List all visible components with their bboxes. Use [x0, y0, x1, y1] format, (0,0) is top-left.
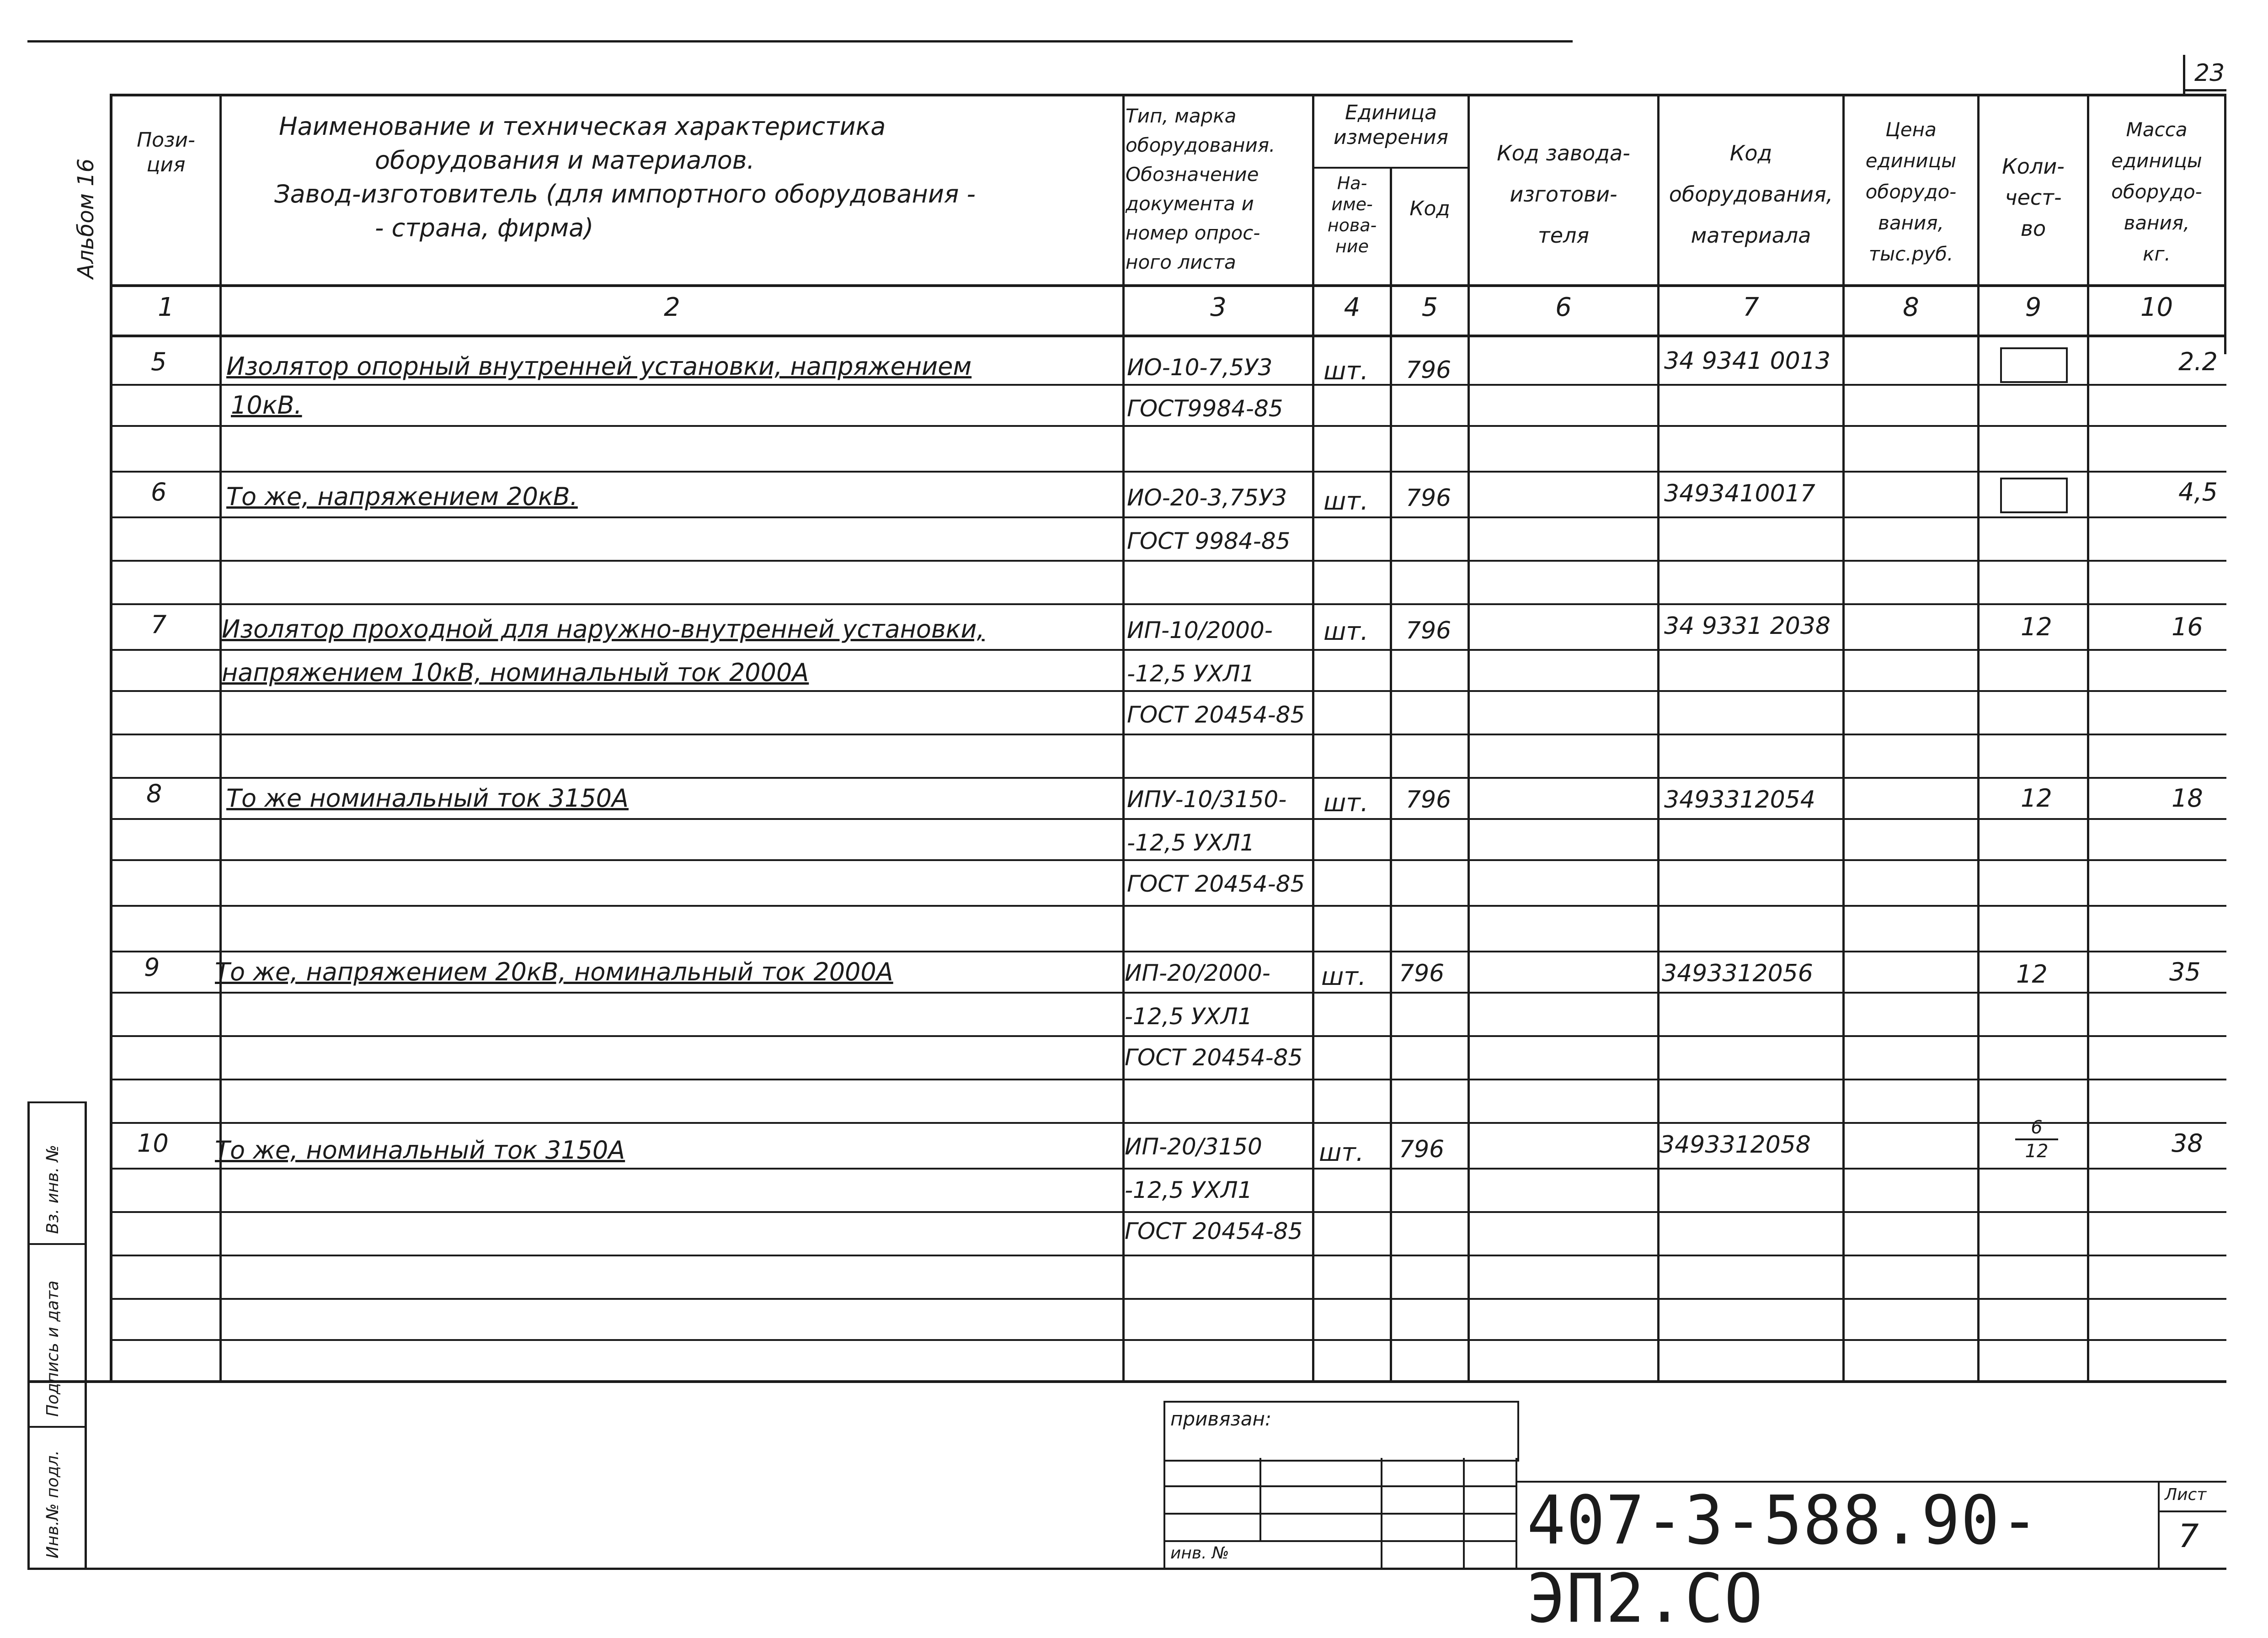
header-mass: Масса единицы оборудо- вания, кг.: [2111, 118, 2202, 265]
row-position: 10: [137, 1129, 169, 1158]
row-name-line1: Изолятор проходной для наружно-внутренней установки,: [222, 615, 985, 644]
sheet-number: 7: [2178, 1517, 2199, 1555]
header-name-line3: Завод-изготовитель (для импортного оборудования -: [274, 180, 976, 208]
header-price: Цена единицы оборудо- вания, тыс.руб.: [1865, 118, 1957, 265]
row-type-line1: ИП-20/3150: [1125, 1133, 1262, 1160]
row-code: 796: [1399, 960, 1445, 987]
header-manufacturer-code: Код завода- изготови- теля: [1497, 141, 1630, 248]
row-position: 6: [151, 478, 167, 506]
quantity-denominator: 12: [2025, 1141, 2049, 1162]
row-name-line1: То же, напряжением 20кВ, номинальный ток 2000А: [215, 957, 893, 986]
row-mass: 38: [2172, 1129, 2203, 1158]
row-code: 796: [1399, 1136, 1445, 1163]
row-mass: 16: [2172, 612, 2203, 641]
quantity-box: [2000, 478, 2068, 513]
row-equipment-code: 34 9331 2038: [1664, 612, 1830, 640]
col-number: 1: [158, 292, 174, 322]
header-position: Пози- ция: [137, 128, 195, 176]
row-unit: шт.: [1323, 356, 1369, 385]
row-type-line3: ГОСТ 20454-85: [1127, 702, 1305, 728]
row-type-line2: -12,5 УХЛ1: [1127, 660, 1255, 687]
row-type-line1: ИПУ-10/3150-: [1127, 786, 1287, 813]
row-quantity-fraction: [2012, 1117, 2062, 1161]
header-quantity: Коли- чест- во: [2002, 154, 2065, 241]
row-type-line1: ИО-20-3,75У3: [1127, 484, 1287, 511]
header-name-line4: - страна, фирма): [375, 213, 594, 242]
header-unit-name: На- име- нова- ние: [1327, 173, 1377, 256]
label-inv-podl: Инв.№ подл.: [43, 1450, 62, 1558]
header-unit-group: Единица измерения: [1333, 101, 1449, 149]
row-name-line1: То же, номинальный ток 3150А: [215, 1136, 625, 1165]
row-unit: шт.: [1319, 1138, 1364, 1167]
col-number: 3: [1210, 292, 1227, 322]
fraction-bar: [2015, 1138, 2058, 1140]
row-equipment-code: 34 9341 0013: [1664, 347, 1830, 375]
row-type-line2: ГОСТ 9984-85: [1127, 528, 1291, 554]
row-equipment-code: 3493410017: [1664, 480, 1815, 507]
label-signature-date: Подпись и дата: [43, 1280, 62, 1417]
row-name-line1: То же номинальный ток 3150А: [226, 784, 629, 813]
col-number: 2: [664, 292, 680, 322]
header-equipment-code: Код оборудования, материала: [1669, 141, 1833, 248]
document-code: 407-3-588.90-ЭП2.СО: [1527, 1481, 2040, 1638]
row-type-line1: ИП-10/2000-: [1127, 617, 1273, 644]
row-quantity: 12: [2021, 784, 2052, 813]
row-position: 7: [151, 610, 167, 639]
row-position: 9: [144, 953, 160, 982]
col-number: 10: [2140, 292, 2173, 322]
header-name-line2: оборудования и материалов.: [375, 146, 755, 175]
col-number: 7: [1743, 292, 1759, 322]
row-type-line2: -12,5 УХЛ1: [1125, 1177, 1253, 1203]
col-number: 9: [2025, 292, 2042, 322]
row-type-line3: ГОСТ 20454-85: [1125, 1044, 1303, 1071]
row-mass: 4,5: [2178, 478, 2218, 506]
row-type-line1: ИП-20/2000-: [1125, 960, 1270, 986]
row-name-line2: 10кВ.: [231, 391, 302, 420]
row-type-line3: ГОСТ 20454-85: [1125, 1218, 1303, 1244]
row-type-line3: ГОСТ 20454-85: [1127, 871, 1305, 897]
sheet-label: Лист: [2165, 1485, 2207, 1504]
quantity-box: [2000, 347, 2068, 383]
row-name-line1: То же, напряжением 20кВ.: [226, 482, 578, 511]
row-type-line2: ГОСТ9984-85: [1127, 395, 1283, 422]
row-name-line1: Изолятор опорный внутренней установки, напряжением: [226, 352, 972, 381]
row-unit: шт.: [1323, 487, 1369, 516]
row-type-line2: -12,5 УХЛ1: [1127, 830, 1255, 856]
col-number: 5: [1421, 292, 1438, 322]
row-code: 796: [1406, 786, 1452, 814]
header-name-line1: Наименование и техническая характеристика: [279, 112, 886, 141]
row-mass: 35: [2169, 957, 2201, 986]
col-number: 6: [1555, 292, 1572, 322]
row-type-line1: ИО-10-7,5У3: [1127, 354, 1273, 381]
header-unit-code: Код: [1409, 197, 1450, 220]
row-mass: 2.2: [2178, 347, 2218, 376]
header-type: Тип, марка оборудования. Обозначение документа и номер опрос- ного листа: [1126, 105, 1275, 273]
row-equipment-code: 3493312058: [1660, 1131, 1811, 1159]
row-equipment-code: 3493312054: [1664, 786, 1815, 814]
album-label: Альбом 16: [73, 158, 99, 279]
row-code: 796: [1406, 484, 1452, 512]
label-vz-inv: Вз. инв. №: [43, 1144, 62, 1234]
row-position: 5: [151, 347, 167, 376]
row-type-line2: -12,5 УХЛ1: [1125, 1003, 1253, 1030]
page-number: 23: [2194, 59, 2225, 87]
row-unit: шт.: [1323, 617, 1369, 646]
quantity-numerator: 6: [2031, 1117, 2043, 1138]
row-code: 796: [1406, 356, 1452, 384]
col-number: 8: [1903, 292, 1919, 322]
header-name: [229, 110, 1120, 245]
row-unit: шт.: [1323, 788, 1369, 817]
row-position: 8: [146, 779, 162, 808]
col-number: 4: [1344, 292, 1361, 322]
row-mass: 18: [2172, 784, 2203, 813]
stamp-privyazan-label: привязан:: [1170, 1408, 1272, 1430]
row-equipment-code: 3493312056: [1662, 960, 1813, 987]
row-name-line2: напряжением 10кВ, номинальный ток 2000А: [222, 658, 809, 687]
stamp-inv-no-label: инв. №: [1170, 1544, 1229, 1563]
row-unit: шт.: [1321, 962, 1366, 991]
row-quantity: 12: [2021, 612, 2052, 641]
row-code: 796: [1406, 617, 1452, 644]
row-quantity: 12: [2016, 960, 2048, 989]
